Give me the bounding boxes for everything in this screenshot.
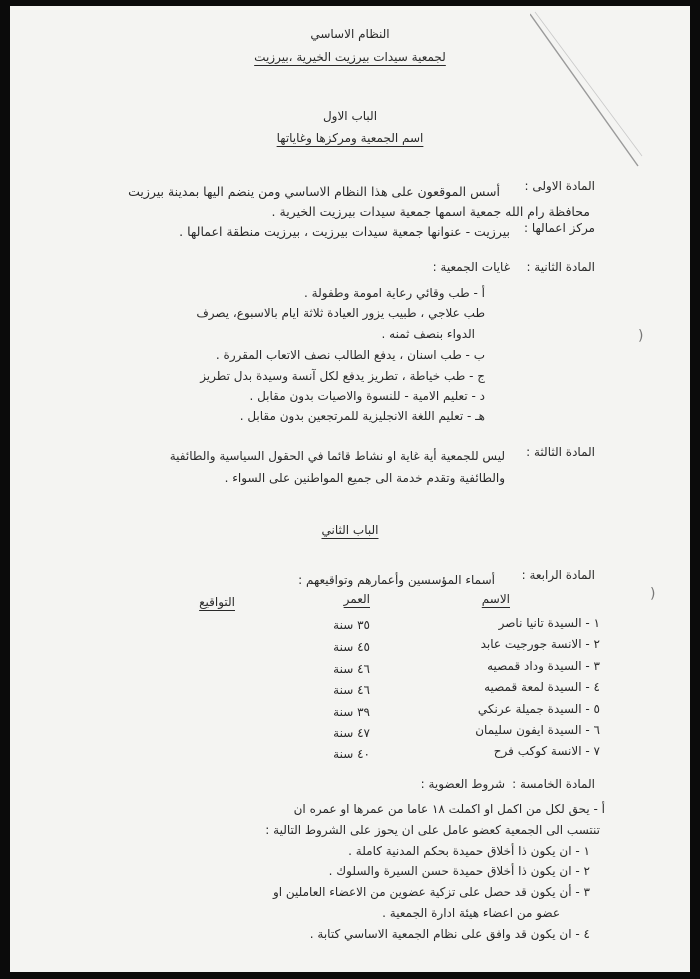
article-2-label: المادة الثانية : [526, 260, 595, 274]
article-5-line-2: تنتسب الى الجمعية كعضو عامل على ان يحوز على الشروط التالية : [265, 823, 600, 837]
article-5-line-3: ١ - ان يكون ذا أخلاق حميدة بحكم المدنية كاملة . [348, 844, 590, 858]
document-title: النظام الاساسي [310, 27, 390, 41]
column-header-signature: التواقيع [199, 595, 235, 609]
article-2-item-a-3: الدواء بنصف ثمنه . [381, 327, 475, 341]
margin-mark: ( [638, 328, 644, 344]
member-row-7-name: ٧ - الانسة كوكب فرح [493, 744, 600, 758]
column-header-age: العمر [343, 592, 370, 606]
chapter-1-subtitle: اسم الجمعية ومركزها وغاياتها [276, 131, 424, 145]
member-row-1-name: ١ - السيدة تانيا ناصر [498, 616, 600, 630]
article-5-line-5: ٣ - أن يكون قد حصل على تزكية عضوين من الاعضاء العاملين او [272, 885, 590, 899]
article-2-item-c: ج - طب خياطة ، تطريز يدفع لكل آنسة وسيدة بدل تطريز [200, 369, 485, 383]
member-row-3-age: ٤٦ سنة [333, 662, 370, 676]
member-row-6-age: ٤٧ سنة [333, 726, 370, 740]
member-row-6-name: ٦ - السيدة ايفون سليمان [475, 723, 600, 737]
member-row-5-name: ٥ - السيدة جميلة عرنكي [477, 702, 600, 716]
article-5-line-6: عضو من اعضاء هيئة ادارة الجمعية . [382, 906, 560, 920]
document-page [10, 6, 690, 972]
margin-mark-2: ( [650, 586, 656, 602]
article-4-heading: أسماء المؤسسين وأعمارهم وتواقيعهم : [298, 573, 495, 587]
article-4-label: المادة الرابعة : [521, 568, 595, 582]
article-2-item-d: د - تعليم الامية - للنسوة والاصيات بدون مقابل . [249, 389, 485, 403]
article-2-item-b: ب - طب اسنان ، يدفع الطالب نصف الاتعاب المقررة . [215, 348, 485, 362]
member-row-5-age: ٣٩ سنة [333, 705, 370, 719]
member-row-1-age: ٣٥ سنة [333, 618, 370, 632]
member-row-2-name: ٢ - الانسة جورجيت عابد [480, 637, 600, 651]
article-1-line-1: أسس الموقعون على هذا النظام الاساسي ومن ينضم اليها بمدينة بيرزيت [128, 184, 500, 199]
article-1-hq-label: مركز اعمالها : [524, 221, 595, 235]
article-5-line-4: ٢ - ان يكون ذا أخلاق حميدة حسن السيرة والسلوك . [328, 864, 590, 878]
article-2-item-e: هـ - تعليم اللغة الانجليزية للمرتجعين بدون مقابل . [239, 409, 485, 423]
article-5-line-1: أ - يحق لكل من اكمل او اكملت ١٨ عاما من عمرها او عمره ان [293, 802, 605, 816]
article-5-heading: شروط العضوية : [420, 777, 505, 791]
member-row-4-age: ٤٦ سنة [333, 683, 370, 697]
chapter-2-title: الباب الثاني [321, 523, 379, 537]
document-subtitle: لجمعية سيدات بيرزيت الخيرية ،بيرزيت [254, 50, 446, 64]
member-row-2-age: ٤٥ سنة [333, 640, 370, 654]
article-5-line-7: ٤ - ان يكون قد وافق على نظام الجمعية الاساسي كتابة . [309, 927, 590, 941]
article-2-item-a-2: طب علاجي ، طبيب يزور العيادة ثلاثة ايام بالاسبوع، يصرف [196, 306, 485, 320]
article-1-line-2: محافظة رام الله جمعية اسمها جمعية سيدات بيرزيت الخيرية . [271, 204, 590, 219]
article-2-heading: غايات الجمعية : [432, 260, 510, 274]
article-1-hq-text: بيرزيت - عنوانها جمعية سيدات بيرزيت ، بيرزيت منطقة اعمالها . [179, 224, 510, 239]
article-3-label: المادة الثالثة : [526, 445, 595, 459]
member-row-4-name: ٤ - السيدة لمعة قمصيه [484, 680, 600, 694]
article-1-label: المادة الاولى : [524, 179, 595, 193]
member-row-3-name: ٣ - السيدة وداد قمصيه [487, 659, 600, 673]
chapter-1-title: الباب الاول [322, 109, 378, 123]
column-header-name: الاسم [481, 592, 510, 606]
article-3-line-2: والطائفية وتقدم خدمة الى جميع المواطنين على السواء . [224, 471, 505, 485]
article-3-line-1: ليس للجمعية أية غاية او نشاط قائما في الحقول السياسية والطائفية [169, 449, 505, 463]
article-2-item-a: أ - طب وقائي رعاية امومة وطفولة . [304, 286, 485, 300]
member-row-7-age: ٤٠ سنة [333, 747, 370, 761]
article-5-label: المادة الخامسة : [512, 777, 595, 791]
